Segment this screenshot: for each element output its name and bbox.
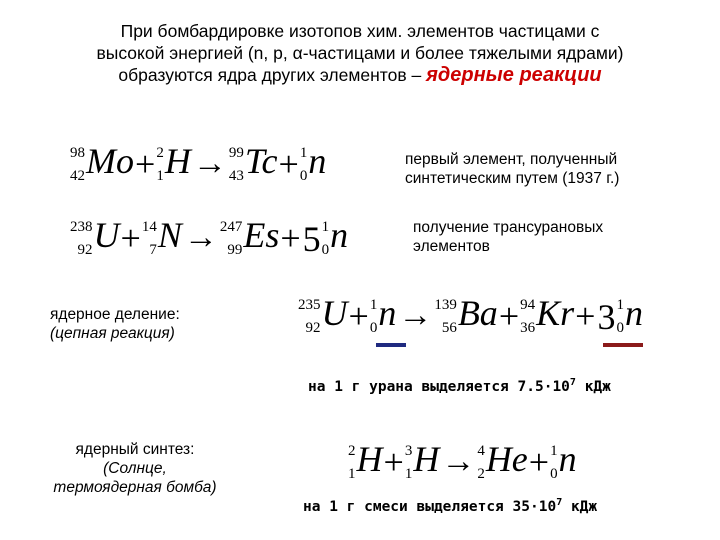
reaction-1-note: первый элемент, полученный синтетическим путем (1937 г.) xyxy=(405,151,620,187)
nuclide: 98 42 Mo xyxy=(70,141,134,185)
title-line-2: высокой энергией (n, p, α-частицами и более тяжелыми ядрами) xyxy=(96,43,624,63)
arrow-icon: → xyxy=(183,218,218,256)
neutron-marker-left xyxy=(376,343,406,347)
nuclide: 2 1 H xyxy=(348,439,383,483)
fission-energy: на 1 г урана выделяется $7.5\cdot 10^7$ кДж xyxy=(308,377,611,395)
fission-equation: 235 92 U+ 1 0 n→ 139 56 Ba+ 94 36 Kr+3 1 0 n xyxy=(298,293,643,338)
title-emphasis: ядерные реакции xyxy=(426,64,602,86)
nuclide: 1 0 n xyxy=(550,439,577,483)
nuclide: 247 99 Es xyxy=(219,215,280,259)
nuclide: 1 0 n xyxy=(299,141,327,185)
fusion-energy: на 1 г смеси выделяется $35\cdot 10^7$ кДж xyxy=(303,497,598,515)
neutron-marker-right xyxy=(603,343,643,347)
title-line-3 xyxy=(40,64,680,86)
nuclide: 238 92 U xyxy=(70,215,120,259)
nuclide: 94 36 Kr xyxy=(520,293,575,337)
nuclide: 3 1 H xyxy=(404,439,440,483)
arrow-icon: → xyxy=(441,442,476,480)
nuclide: 2 1 H xyxy=(156,141,191,185)
title-line-1: При бомбардировке изотопов хим. элементов частицами с xyxy=(120,21,600,41)
title-line-3-prefix: образуются ядра других элементов – xyxy=(118,65,422,85)
fission-label: ядерное деление: (цепная реакция) xyxy=(50,306,180,342)
reaction-1-equation: 98 42 Mo+ 2 1 H→ 99 43 Tc+ 1 0 n xyxy=(70,141,327,185)
fusion-equation: 2 1 H+ 3 1 H→ 4 2 He+ 1 0 n xyxy=(348,439,577,483)
reaction-2-note: получение трансурановых элементов xyxy=(413,219,604,255)
reaction-2-equation: 238 92 U+ 14 7 N→ 247 99 Es+5 1 0 n xyxy=(70,215,349,260)
nuclide: 139 56 Ba xyxy=(434,293,498,337)
arrow-icon: → xyxy=(192,144,227,182)
nuclide: 5 1 0 n xyxy=(302,215,349,260)
title-block xyxy=(40,20,680,86)
nuclide: 99 43 Tc xyxy=(228,141,278,185)
arrow-icon: → xyxy=(398,296,433,334)
nuclide: 1 0 n xyxy=(369,293,397,337)
nuclide: 4 2 He xyxy=(477,439,528,483)
nuclide: 3 1 0 n xyxy=(597,293,643,338)
fusion-label: ядерный синтез: (Солнце, термоядерная бомба) xyxy=(53,441,217,496)
nuclide: 235 92 U xyxy=(298,293,348,337)
nuclide: 14 7 N xyxy=(141,215,182,259)
